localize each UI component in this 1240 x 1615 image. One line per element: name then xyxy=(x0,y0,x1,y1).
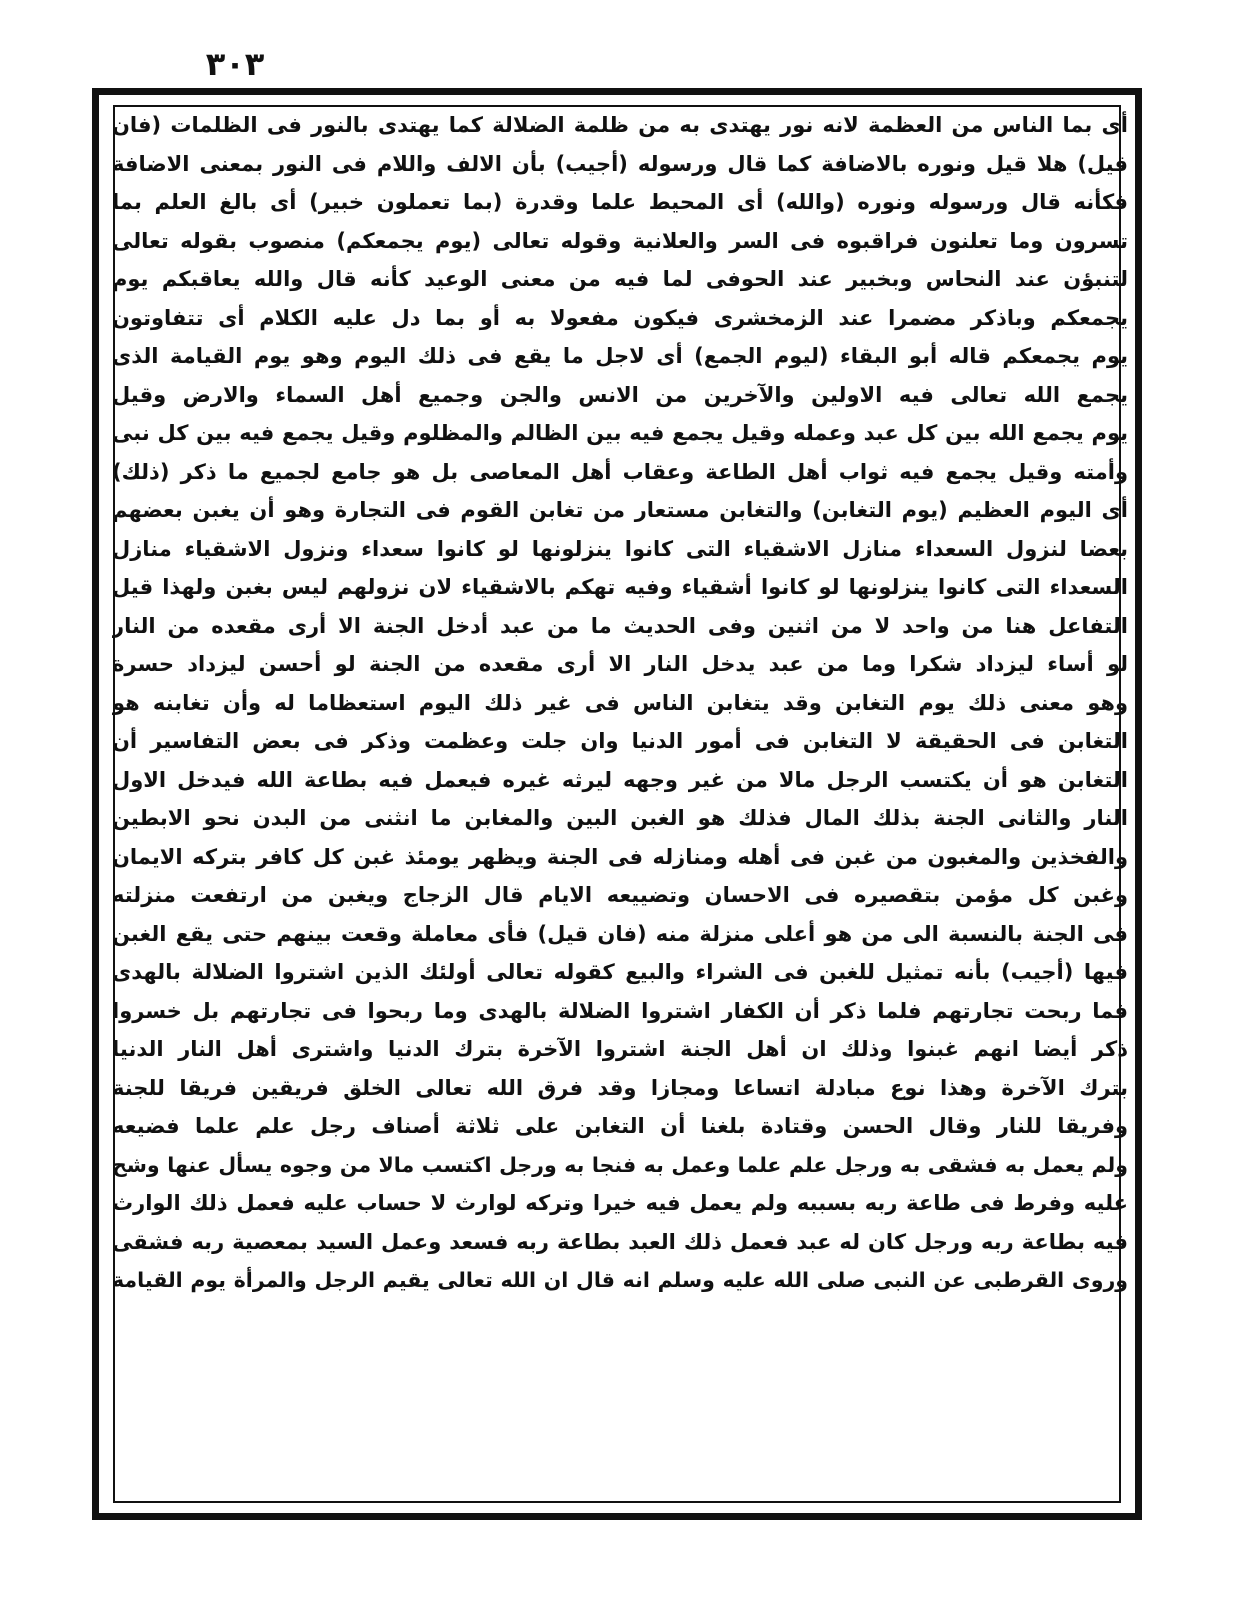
text-line: فيها (أجيب) بأنه تمثيل للغبن فى الشراء والبيع كقوله تعالى أولئك الذين اشتروا الضلالة بالهدى xyxy=(112,960,1128,984)
text-line: التغابن فى الحقيقة لا التغابن فى أمور الدنيا وان جلت وعظمت وذكر فى بعض التفاسير أن xyxy=(112,729,1128,753)
text-line: السعداء التى كانوا ينزلونها لو كانوا أشقياء وفيه تهكم بالاشقياء لان نزولهم ليس بغبن ولهذا قيل xyxy=(112,575,1128,599)
text-line: النار والثانى الجنة بذلك المال فذلك هو الغبن البين والمغابن ما انثنى من البدن نحو الابطين xyxy=(112,806,1128,830)
text-line: لتنبؤن عند النحاس وبخبير عند الحوفى لما فيه من معنى الوعيد كأنه قال والله يعاقبكم يوم xyxy=(112,267,1128,291)
text-line: يوم يجمعكم قاله أبو البقاء (ليوم الجمع) أى لاجل ما يقع فى ذلك اليوم وهو يوم القيامة الذى xyxy=(112,344,1128,368)
text-line: وفريقا للنار وقال الحسن وقتادة بلغنا أن التغابن على ثلاثة أصناف رجل علم علما فضيعه xyxy=(112,1114,1128,1138)
text-line: وروى القرطبى عن النبى صلى الله عليه وسلم انه قال ان الله تعالى يقيم الرجل والمرأة يوم القيامة xyxy=(112,1268,1128,1292)
text-line: التغابن هو أن يكتسب الرجل مالا من غير وجهه ليرثه غيره فيعمل فيه بطاعة الله فيدخل الاول xyxy=(112,767,1128,792)
text-line: وأمته وقيل يجمع فيه ثواب أهل الطاعة وعقاب أهل المعاصى بل هو جامع لجميع ما ذكر (ذلك) xyxy=(112,459,1128,484)
text-line: فكأنه قال ورسوله ونوره (والله) أى المحيط علما وقدرة (بما تعملون خبير) أى بالغ العلم بما xyxy=(112,190,1128,214)
text-line: أى بما الناس من العظمة لانه نور يهتدى به من ظلمة الضلالة كما يهتدى بالنور فى الظلمات (فان xyxy=(112,113,1128,137)
text-line: تسرون وما تعلنون فراقبوه فى السر والعلانية وقوله تعالى (يوم يجمعكم) منصوب بقوله تعالى xyxy=(112,228,1128,253)
text-line: ولم يعمل به فشقى به ورجل علم علما وعمل به فنجا به ورجل اكتسب مالا من وجوه يسأل عنها وشح xyxy=(112,1152,1128,1177)
text-line: عليه وفرط فى طاعة ربه بسببه ولم يعمل فيه خيرا وتركه لوارث لا حساب عليه فعمل ذلك الوارث xyxy=(112,1191,1128,1215)
text-line: التفاعل هنا من واحد لا من اثنين وفى الحديث ما من عبد أدخل الجنة الا أرى مقعده من النار xyxy=(112,613,1128,638)
text-line: ذكر أيضا انهم غبنوا وذلك ان أهل الجنة اشتروا الآخرة بترك الدنيا واشترى أهل النار الدنيا xyxy=(112,1037,1128,1061)
main-text-block xyxy=(108,106,1132,1300)
text-line: بعضا لنزول السعداء منازل الاشقياء التى كانوا ينزلونها لو كانوا سعداء ونزول الاشقياء منازل xyxy=(112,536,1128,561)
text-line: يوم يجمع الله بين كل عبد وعمله وقيل يجمع فيه بين الظالم والمظلوم وقيل يجمع فيه بين كل نبى xyxy=(112,421,1128,445)
text-line: قيل) هلا قيل ونوره بالاضافة كما قال ورسوله (أجيب) بأن الالف واللام فى النور بمعنى الاضافة xyxy=(112,151,1128,176)
text-line: أى اليوم العظيم (يوم التغابن) والتغابن مستعار من تغابن القوم فى التجارة وهو أن يغبن بعضهم xyxy=(112,498,1128,522)
text-line: فيه بطاعة ربه ورجل كان له عبد فعمل ذلك العبد بطاعة ربه فسعد وعمل السيد بمعصية ربه فشقى xyxy=(112,1229,1128,1254)
text-line: يجمع الله تعالى فيه الاولين والآخرين من الانس والجن وجميع أهل السماء والارض وقيل xyxy=(112,382,1128,407)
text-line: وهو معنى ذلك يوم التغابن وقد يتغابن الناس فى غير ذلك اليوم استعظاما له وأن تغابنه هو xyxy=(112,690,1128,715)
text-line: فما ربحت تجارتهم فلما ذكر أن الكفار اشتروا الضلالة بالهدى وما ربحوا فى تجارتهم بل خسروا xyxy=(112,998,1128,1023)
text-line: فى الجنة بالنسبة الى من هو أعلى منزلة منه (فان قيل) فأى معاملة وقعت بينهم حتى يقع الغبن xyxy=(112,921,1128,946)
text-line: لو أساء ليزداد شكرا وما من عبد يدخل النار الا أرى مقعده من الجنة لو أحسن ليزداد حسرة xyxy=(112,652,1128,676)
text-line: بترك الآخرة وهذا نوع مبادلة اتساعا ومجازا وقد فرق الله تعالى الخلق فريقين فريقا للجنة xyxy=(112,1075,1128,1100)
text-line: والفخذين والمغبون من غبن فى أهله ومنازله فى الجنة ويظهر يومئذ غبن كل كافر بتركه الايمان xyxy=(112,844,1128,869)
text-line: يجمعكم وباذكر مضمرا عند الزمخشرى فيكون مفعولا به أو بما دل عليه الكلام أى تتفاوتون xyxy=(112,305,1128,330)
page-number: ٣٠٣ xyxy=(205,45,265,83)
text-line: وغبن كل مؤمن بتقصيره فى الاحسان وتضييعه الايام قال الزجاج ويغبن من ارتفعت منزلته xyxy=(112,883,1128,907)
